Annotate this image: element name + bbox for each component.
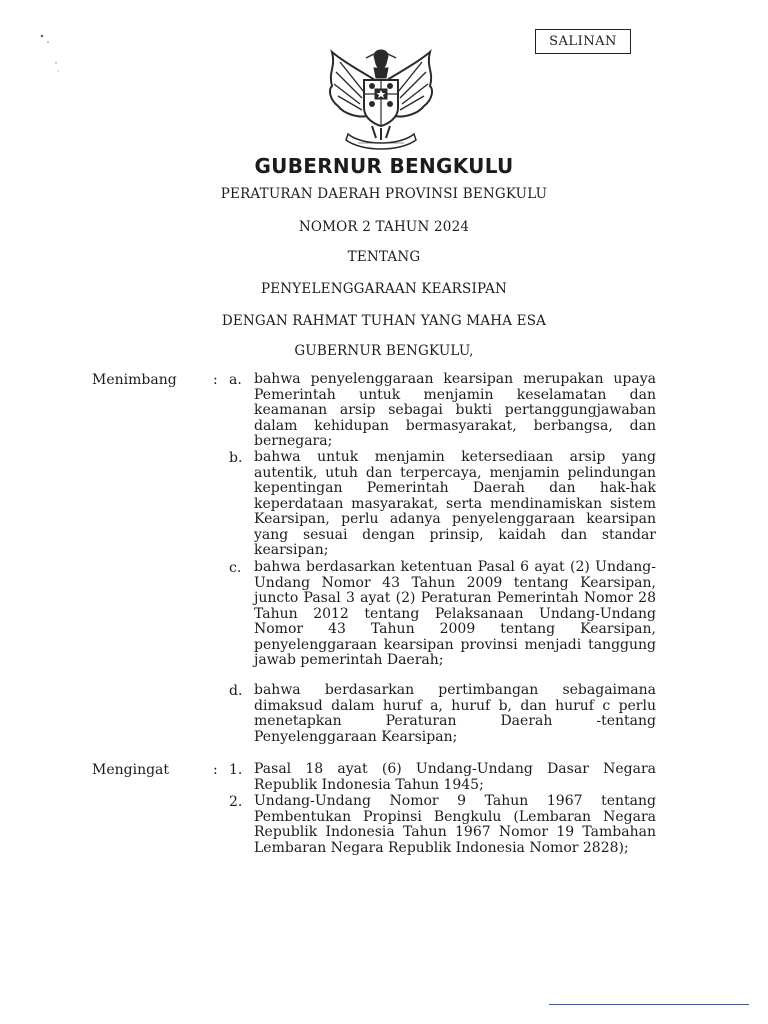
- menimbang-colon: :: [213, 372, 218, 388]
- mengingat-item-2: Undang-Undang Nomor 9 Tahun 1967 tentang Pembentukan Propinsi Bengkulu (Lembaran Negara Republik Indonesia Tahun 1967 Nomor 19 Tambahan Lembaran Negara Republik Indonesia Nomor 2828);: [254, 793, 656, 856]
- salinan-stamp: SALINAN: [535, 29, 631, 54]
- issuer-line: GUBERNUR BENGKULU,: [294, 343, 474, 359]
- scan-specks: [36, 33, 66, 83]
- regulation-subject: PENYELENGGARAAN KEARSIPAN: [260, 281, 508, 297]
- document-title: GUBERNUR BENGKULU: [254, 154, 514, 178]
- mengingat-label: Mengingat: [92, 762, 170, 778]
- blessing-line: DENGAN RAHMAT TUHAN YANG MAHA ESA: [221, 313, 547, 329]
- menimbang-item-d: bahwa berdasarkan pertimbangan sebagaimana dimaksud dalam huruf a, huruf b, dan huruf c perlu menetapkan Peraturan Daerah -tentang Penyelenggaraan Kearsipan;: [254, 682, 656, 745]
- menimbang-marker-d: d.: [229, 683, 243, 699]
- mengingat-marker-1: 1.: [229, 762, 243, 778]
- menimbang-marker-c: c.: [229, 560, 242, 576]
- mengingat-colon: :: [213, 762, 218, 778]
- mengingat-marker-2: 2.: [229, 794, 243, 810]
- bottom-underline: [549, 1004, 749, 1005]
- menimbang-item-b: bahwa untuk menjamin ketersediaan arsip yang autentik, utuh dan terpercaya, menjamin pelindungan kepentingan Pemerintah Daerah dan hak-hak keperdataan masyarakat, serta mendinamiskan sistem Kearsipan, perlu adanya penyelenggaraan kearsipan yang sesuai dengan prinsip, kaidah dan standar kearsipan;: [254, 449, 656, 558]
- menimbang-marker-a: a.: [229, 372, 242, 388]
- mengingat-item-1: Pasal 18 ayat (6) Undang-Undang Dasar Negara Republik Indonesia Tahun 1945;: [254, 761, 656, 793]
- menimbang-item-c: bahwa berdasarkan ketentuan Pasal 6 ayat (2) Undang- Undang Nomor 43 Tahun 2009 tentang Kearsipan, juncto Pasal 3 ayat (2) Peraturan Pemerintah Nomor 28 Tahun 2012 tentang Pelaksanaan Undang-Undang Nomor 43 Tahun 2009 tentang Kearsipan, penyelenggaraan kearsipan provinsi menjadi tanggung jawab pemerintah Daerah;: [254, 559, 656, 668]
- menimbang-marker-b: b.: [229, 450, 243, 466]
- menimbang-label: Menimbang: [92, 372, 177, 388]
- regulation-type: PERATURAN DAERAH PROVINSI BENGKULU: [220, 186, 548, 202]
- regulation-number: NOMOR 2 TAHUN 2024: [298, 219, 470, 235]
- menimbang-item-a: bahwa penyelenggaraan kearsipan merupakan upaya Pemerintah untuk menjamin keselamatan dan keamanan arsip sebagai bukti pertanggungjawaban dalam kehidupan bermasyarakat, berbangsa, dan bernegara;: [254, 371, 656, 449]
- about-label: TENTANG: [347, 249, 421, 265]
- garuda-emblem-icon: [318, 42, 444, 154]
